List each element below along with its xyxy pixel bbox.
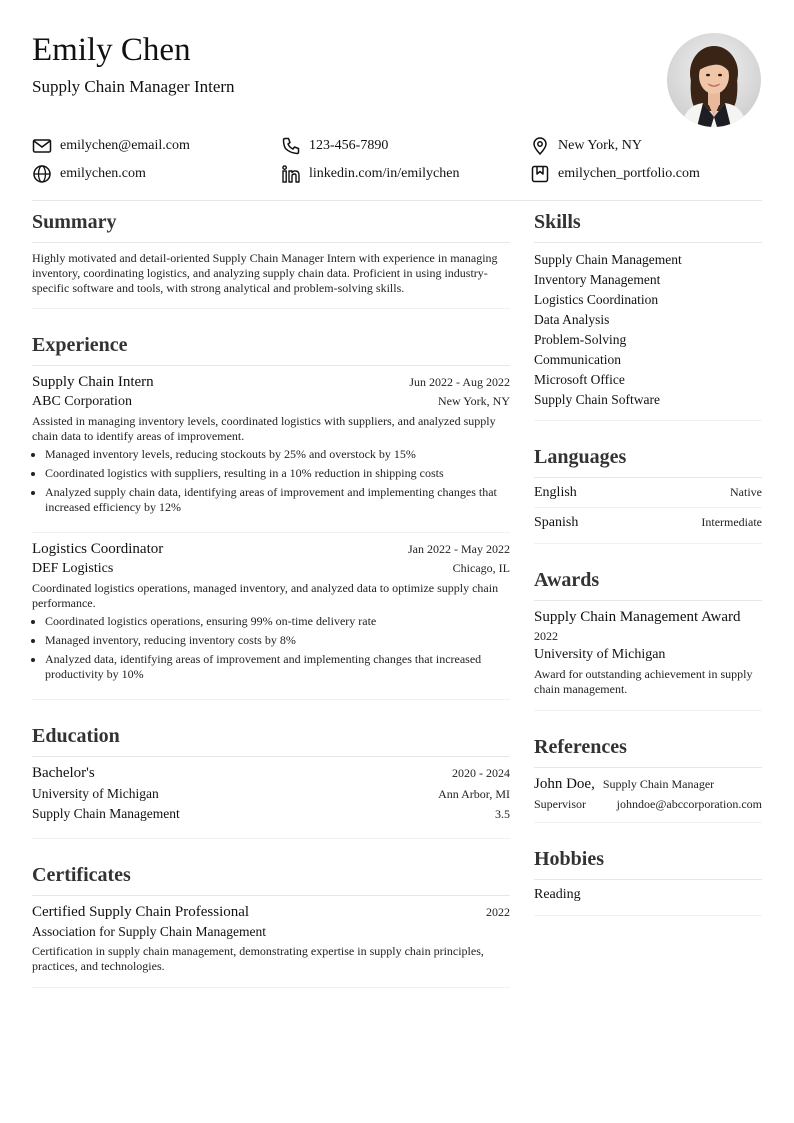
section-title-skills: Skills — [534, 211, 581, 233]
job-description: Coordinated logistics operations, managed inventory, and analyzed data to optimize supply chain performance. — [32, 581, 499, 610]
job-bullets — [32, 614, 510, 682]
gpa: 3.5 — [495, 807, 510, 821]
education-section — [32, 720, 510, 839]
awards-section — [534, 564, 762, 711]
candidate-title: Supply Chain Manager Intern — [32, 77, 235, 96]
skills-list — [534, 243, 762, 420]
mail-icon — [32, 136, 52, 156]
job-description: Assisted in managing inventory levels, coordinated logistics with suppliers, and analyzed supply chain data to identify areas of improvement. — [32, 414, 496, 443]
education-entry — [32, 757, 510, 838]
hobby-item: Reading — [534, 887, 581, 902]
job-dates: Jan 2022 - May 2022 — [408, 542, 510, 556]
job-location: New York, NY — [437, 394, 510, 408]
skill-item: Microsoft Office — [534, 372, 625, 387]
job-bullet: • Managed inventory, reducing inventory costs by 8% — [45, 633, 510, 648]
linkedin-text: linkedin.com/in/emilychen — [309, 166, 460, 181]
school-location: Ann Arbor, MI — [438, 787, 510, 801]
language-name: English — [534, 485, 577, 500]
location-pin-icon — [530, 136, 550, 156]
job-bullet: • Coordinated logistics operations, ensuring 99% on-time delivery rate — [45, 614, 510, 629]
candidate-name: Emily Chen — [32, 32, 191, 68]
certificate-year: 2022 — [486, 905, 510, 919]
award-name: Supply Chain Management Award — [534, 609, 741, 625]
award-year: 2022 — [534, 629, 558, 643]
school: University of Michigan — [32, 786, 159, 801]
job-company: ABC Corporation — [32, 394, 132, 409]
reference-relation: Supervisor — [534, 797, 586, 811]
award-entry — [534, 601, 762, 710]
award-issuer: University of Michigan — [534, 647, 666, 662]
summary-section — [32, 206, 510, 309]
contact-website[interactable] — [32, 164, 146, 184]
certificate-description: Certification in supply chain management, demonstrating expertise in supply chain principles, practices, and technologies. — [32, 944, 484, 973]
skill-item: Inventory Management — [534, 272, 661, 287]
job-bullets — [32, 447, 510, 515]
languages-list — [534, 478, 762, 543]
job-bullet: • Coordinated logistics with suppliers, resulting in a 10% reduction in shipping costs — [45, 466, 510, 481]
linkedin-icon — [281, 164, 301, 184]
portfolio-text: emilychen_portfolio.com — [558, 166, 700, 181]
contact-location — [530, 136, 642, 156]
job-location: Chicago, IL — [452, 561, 510, 575]
certificates-section — [32, 859, 510, 988]
skill-item: Problem-Solving — [534, 332, 627, 347]
certificate-issuer: Association for Supply Chain Management — [32, 924, 266, 939]
award-description: Award for outstanding achievement in supply chain management. — [534, 667, 753, 696]
skill-item: Communication — [534, 352, 621, 367]
portfolio-bookmark-icon — [530, 164, 550, 184]
job-bullet: • Analyzed supply chain data, identifying areas of improvement and implementing changes that increased efficiency by 12% — [45, 485, 510, 515]
skill-item: Data Analysis — [534, 312, 610, 327]
job-role: Supply Chain Intern — [32, 374, 154, 390]
contact-linkedin[interactable] — [281, 164, 459, 184]
email-text: emilychen@email.com — [60, 138, 190, 153]
section-title-experience: Experience — [32, 334, 128, 356]
skill-item: Logistics Coordination — [534, 292, 659, 307]
job-bullet: • Analyzed data, identifying areas of improvement and implementing changes that increased productivity by 10% — [45, 652, 510, 682]
section-title-summary: Summary — [32, 211, 117, 233]
job-company: DEF Logistics — [32, 561, 114, 576]
language-level: Intermediate — [701, 515, 762, 529]
section-title-references: References — [534, 736, 627, 758]
language-row — [534, 508, 762, 543]
references-section — [534, 731, 762, 823]
right-column — [534, 206, 762, 916]
language-row — [534, 478, 762, 508]
section-title-education: Education — [32, 725, 120, 747]
section-divider — [32, 987, 510, 988]
section-title-awards: Awards — [534, 569, 600, 591]
contact-portfolio[interactable] — [530, 164, 700, 184]
reference-position: Supply Chain Manager — [602, 777, 715, 791]
reference-name: John Doe, — [534, 776, 595, 792]
skills-section — [534, 206, 762, 421]
website-text: emilychen.com — [60, 166, 146, 181]
location-text: New York, NY — [558, 138, 643, 153]
reference-entry — [534, 768, 762, 822]
phone-icon — [281, 136, 301, 156]
skill-item: Supply Chain Software — [534, 392, 660, 407]
section-title-hobbies: Hobbies — [534, 848, 605, 870]
job-dates: Jun 2022 - Aug 2022 — [409, 375, 510, 389]
experience-entry — [32, 366, 510, 532]
section-divider — [534, 915, 762, 916]
degree: Bachelor's — [32, 765, 95, 781]
phone-text: 123-456-7890 — [309, 138, 389, 153]
education-dates: 2020 - 2024 — [452, 766, 510, 780]
section-title-certificates: Certificates — [32, 864, 131, 886]
summary-text: Highly motivated and detail-oriented Supply Chain Manager Intern with experience in managing inventory, coordinating logistics, and analyzing supply chain data. Proficient in using industry-specific software and tools, with strong analytical and problem-solving skills. — [32, 251, 498, 295]
language-level: Native — [730, 485, 762, 499]
section-title-languages: Languages — [534, 446, 627, 468]
contact-phone[interactable] — [281, 136, 388, 156]
profile-photo — [667, 33, 761, 127]
reference-email[interactable]: johndoe@abccorporation.com — [616, 797, 762, 811]
skill-item: Supply Chain Management — [534, 252, 682, 267]
job-bullet: • Managed inventory levels, reducing stockouts by 25% and overstock by 15% — [45, 447, 510, 462]
languages-section — [534, 441, 762, 544]
hobbies-list — [534, 880, 762, 915]
certificate-entry — [32, 896, 510, 987]
experience-section — [32, 329, 510, 700]
header-divider — [32, 200, 762, 201]
contact-email[interactable] — [32, 136, 190, 156]
field-of-study: Supply Chain Management — [32, 806, 180, 821]
certificate-name: Certified Supply Chain Professional — [32, 904, 250, 920]
hobbies-section — [534, 843, 762, 916]
experience-entry — [32, 533, 510, 699]
job-role: Logistics Coordinator — [32, 541, 164, 557]
language-name: Spanish — [534, 515, 579, 530]
left-column — [32, 206, 510, 988]
globe-icon — [32, 164, 52, 184]
